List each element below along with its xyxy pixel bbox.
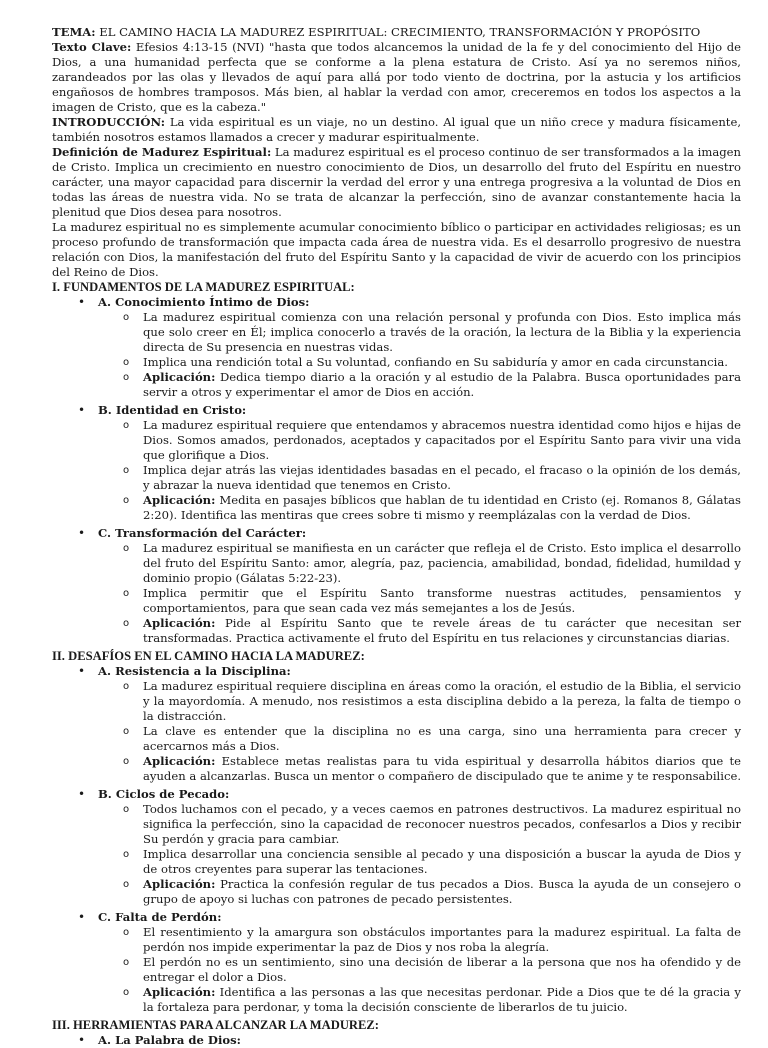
item-title: • A. Conocimiento Íntimo de Dios: bbox=[98, 295, 310, 309]
aplicacion-text: Establece metas realistas para tu vida espiritual y desarrolla hábitos diarios que te ayuden a alcanzarlas. Busca un mentor o compañero de discipulado que te anime y te responsabilice. bbox=[143, 754, 742, 783]
aplicacion-text: Medita en pasajes bíblicos que hablan de tu identidad en Cristo (ej. Romanos 8, Gálatas 2:20). Identifica las mentiras que crees sobre ti mismo y reemplázalas con la verdad de Dios. bbox=[143, 493, 742, 522]
aplicacion-item bbox=[123, 877, 741, 907]
aplicacion-label: Aplicación: bbox=[143, 616, 216, 630]
section-items bbox=[52, 295, 741, 646]
section-heading: III. HERRAMIENTAS PARA ALCANZAR LA MADUREZ: bbox=[52, 1018, 379, 1032]
point-item: o El perdón no es un sentimiento, sino una decisión de liberar a la persona que nos ha ofendido y de entregar el dolor a Dios. bbox=[123, 955, 741, 985]
point-item: o El resentimiento y la amargura son obstáculos importantes para la madurez espiritual. La falta de perdón nos impide experimentar la paz de Dios y nos roba la alegría. bbox=[123, 925, 741, 955]
aplicacion-item bbox=[123, 370, 741, 400]
parrafo: La madurez espiritual no es simplemente acumular conocimiento bíblico o participar en actividades religiosas; es un proceso profundo de transformación que impacta cada área de nuestra vida. Es el desarrollo progresivo de nuestra relación con Dios, la manifestación del fruto del Espíritu Santo y la capacidad de vivir de acuerdo con los principios del Reino de Dios. bbox=[52, 220, 741, 279]
point-item: o Implica permitir que el Espíritu Santo transforme nuestras actitudes, pensamientos y comportamientos, para que sean cada vez más semejantes a los de Jesús. bbox=[123, 586, 741, 616]
texto-clave bbox=[52, 40, 741, 115]
definicion-text: La madurez espiritual es el proceso continuo de ser transformados a la imagen de Cristo. Implica un crecimiento en nuestro conocimiento de Dios, un desarrollo del fruto del Espíritu en nuestro carácter, una mayor capacidad para discernir la verdad del error y una entrega progresiva a la voluntad de Dios en todas las áreas de nuestra vida. No se trata de alcanzar la perfección, sino de avanzar constantemente hacia la plenitud que Dios desea para nosotros. bbox=[52, 145, 741, 219]
aplicacion-label: Aplicación: bbox=[143, 754, 216, 768]
aplicacion-item bbox=[123, 616, 741, 646]
item-title: • C. Falta de Perdón: bbox=[98, 910, 222, 924]
aplicacion-text: Practica la confesión regular de tus pecados a Dios. Busca la ayuda de un consejero o grupo de apoyo si luchas con patrones de pecado persistentes. bbox=[143, 877, 741, 906]
definicion-label: Definición de Madurez Espiritual: bbox=[52, 145, 272, 159]
item-title: • A. La Palabra de Dios: bbox=[98, 1033, 241, 1047]
item-title: • B. Ciclos de Pecado: bbox=[98, 787, 230, 801]
tema-label: TEMA: bbox=[52, 25, 96, 39]
introduccion bbox=[52, 115, 741, 145]
item-title: • C. Transformación del Carácter: bbox=[98, 526, 307, 540]
section-items bbox=[52, 664, 741, 1015]
texto-clave-label: Texto Clave: bbox=[52, 40, 132, 54]
point-item: o La madurez espiritual requiere que entendamos y abracemos nuestra identidad como hijos e hijas de Dios. Somos amados, perdonados, aceptados y capacitados por el Espíritu Santo para vivir una vida que glorifique a Dios. bbox=[123, 418, 741, 463]
point-item: o Todos luchamos con el pecado, y a veces caemos en patrones destructivos. La madurez espiritual no significa la perfección, sino la capacidad de reconocer nuestros pecados, confesarlos a Dios y recibir Su perdón y gracia para cambiar. bbox=[123, 802, 741, 847]
item-title: • A. Resistencia a la Disciplina: bbox=[98, 664, 291, 678]
tema-text: EL CAMINO HACIA LA MADUREZ ESPIRITUAL: CRECIMIENTO, TRANSFORMACIÓN Y PROPÓSITO bbox=[99, 25, 701, 39]
item-points bbox=[98, 541, 741, 646]
outline-item bbox=[78, 787, 741, 907]
section-heading: I. FUNDAMENTOS DE LA MADUREZ ESPIRITUAL: bbox=[52, 280, 355, 294]
aplicacion-text: Dedica tiempo diario a la oración y al estudio de la Palabra. Busca oportunidades para servir a otros y experimentar el amor de Dios en acción. bbox=[143, 370, 742, 399]
item-points bbox=[98, 679, 741, 784]
aplicacion-label: Aplicación: bbox=[143, 493, 216, 507]
outline-item bbox=[78, 664, 741, 784]
outline-item bbox=[78, 526, 741, 646]
section-items bbox=[52, 1033, 741, 1048]
item-points bbox=[98, 802, 741, 907]
aplicacion-text: Identifica a las personas a las que necesitas perdonar. Pide a Dios que te dé la gracia y la fortaleza para perdonar, y toma la decisión consciente de liberarlos de tu juicio. bbox=[143, 985, 741, 1014]
point-item: o La madurez espiritual comienza con una relación personal y profunda con Dios. Esto implica más que solo creer en Él; implica conocerlo a través de la oración, la lectura de la Biblia y la experiencia directa de Su presencia en nuestras vidas. bbox=[123, 310, 741, 355]
definicion bbox=[52, 145, 741, 220]
outline-item bbox=[78, 295, 741, 400]
introduccion-label: INTRODUCCIÓN: bbox=[52, 115, 165, 129]
outline-item bbox=[78, 910, 741, 1015]
point-item: o Implica desarrollar una conciencia sensible al pecado y una disposición a buscar la ayuda de Dios y de otros creyentes para superar las tentaciones. bbox=[123, 847, 741, 877]
introduccion-text: La vida espiritual es un viaje, no un destino. Al igual que un niño crece y madura físicamente, también nosotros estamos llamados a crecer y madurar espiritualmente. bbox=[52, 115, 742, 144]
item-points bbox=[98, 310, 741, 400]
outline-item bbox=[78, 1033, 741, 1048]
tema-line bbox=[52, 25, 741, 40]
aplicacion-text: Pide al Espíritu Santo que te revele áreas de tu carácter que necesitan ser transformadas. Practica activamente el fruto del Espíritu en tus relaciones y circunstancias diarias. bbox=[143, 616, 741, 645]
section-heading: II. DESAFÍOS EN EL CAMINO HACIA LA MADUREZ: bbox=[52, 649, 365, 663]
item-title: • B. Identidad en Cristo: bbox=[98, 403, 247, 417]
point-item: o La madurez espiritual se manifiesta en un carácter que refleja el de Cristo. Esto implica el desarrollo del fruto del Espíritu Santo: amor, alegría, paz, paciencia, amabilidad, bondad, fidelidad, humildad y dominio propio (Gálatas 5:22-23). bbox=[123, 541, 741, 586]
aplicacion-item bbox=[123, 493, 741, 523]
aplicacion-label: Aplicación: bbox=[143, 985, 216, 999]
item-points bbox=[98, 418, 741, 523]
aplicacion-item bbox=[123, 985, 741, 1015]
point-item: o La madurez espiritual requiere disciplina en áreas como la oración, el estudio de la Biblia, el servicio y la mayordomía. A menudo, nos resistimos a esta disciplina debido a la pereza, la falta de tiempo o la distracción. bbox=[123, 679, 741, 724]
texto-clave-text: Efesios 4:13-15 (NVI) "hasta que todos alcancemos la unidad de la fe y del conocimiento del Hijo de Dios, a una humanidad perfecta que se conforme a la plena estatura de Cristo. Así ya no seremos niños, zarandeados por las olas y llevados de aquí para allá por todo viento de doctrina, por la astucia y los artificios engañosos de hombres tramposos. Más bien, al hablar la verdad con amor, creceremos en todos los aspectos a la imagen de Cristo, que es la cabeza." bbox=[52, 40, 742, 114]
point-item: o Implica dejar atrás las viejas identidades basadas en el pecado, el fracaso o la opinión de los demás, y abrazar la nueva identidad que tenemos en Cristo. bbox=[123, 463, 741, 493]
point-item: o Implica una rendición total a Su voluntad, confiando en Su sabiduría y amor en cada circunstancia. bbox=[123, 355, 741, 370]
point-item: o La clave es entender que la disciplina no es una carga, sino una herramienta para crecer y acercarnos más a Dios. bbox=[123, 724, 741, 754]
aplicacion-item bbox=[123, 754, 741, 784]
outline-sections bbox=[52, 280, 741, 1048]
aplicacion-label: Aplicación: bbox=[143, 877, 216, 891]
outline-item bbox=[78, 403, 741, 523]
item-points bbox=[98, 925, 741, 1015]
aplicacion-label: Aplicación: bbox=[143, 370, 216, 384]
